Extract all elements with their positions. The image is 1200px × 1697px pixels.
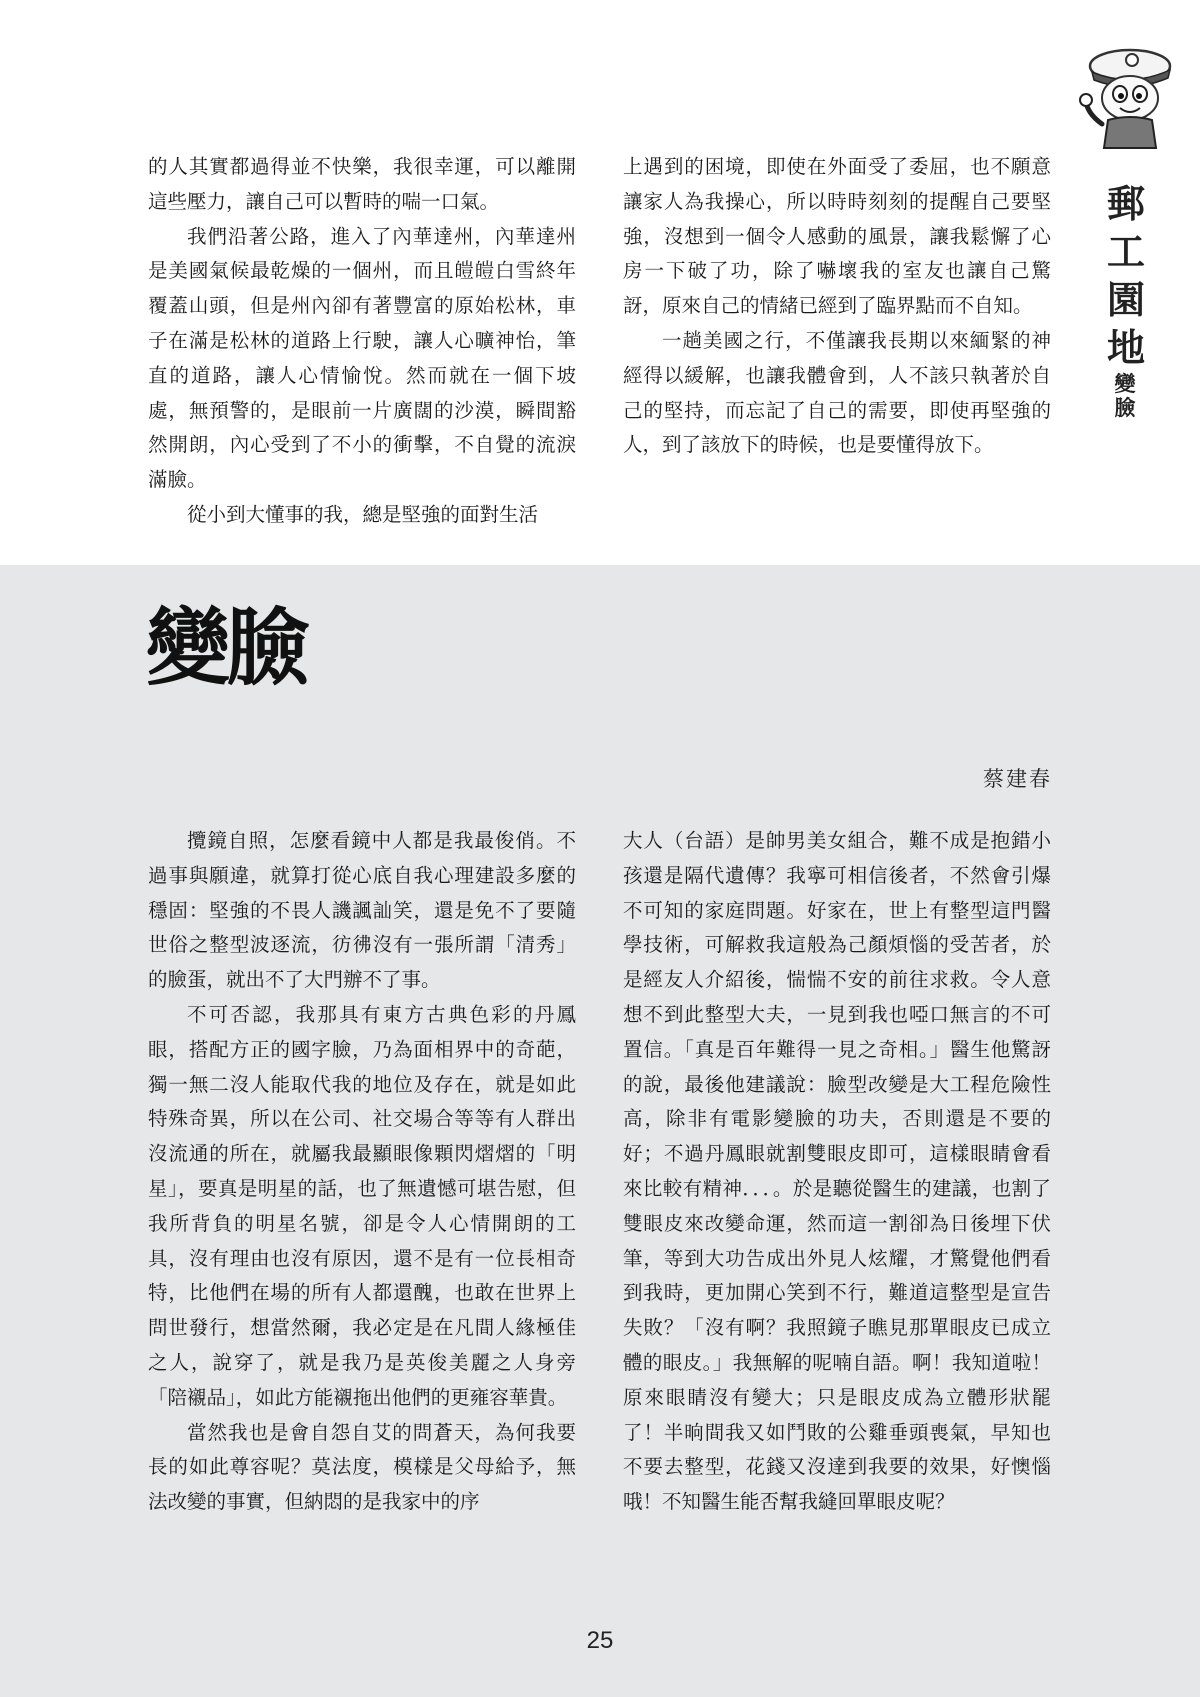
- paragraph: 我們沿著公路，進入了內華達州，內華達州是美國氣候最乾燥的一個州，而且皚皚白雪終年覆蓋山頭，但是州內卻有著豐富的原始松林，車子在滿是松林的道路上行駛，讓人心曠神怡，筆直的道路，讓人心情愉悅。然而就在一個下坡處，無預警的，是眼前一片廣闊的沙漠，瞬間豁然開朗，內心受到了不小的衝擊，不自覺的流淚滿臉。: [148, 224, 576, 492]
- article-author: 蔡建春: [983, 767, 1052, 791]
- paragraph: 從小到大懂事的我，總是堅強的面對生活: [187, 502, 539, 526]
- page-number: 25: [586, 1627, 614, 1654]
- section-subtitle-char: 臉: [1114, 395, 1136, 420]
- section-title-char: 地: [1106, 325, 1145, 370]
- section-title-char: 園: [1106, 277, 1145, 322]
- paragraph: 的人其實都過得並不快樂，我很幸運，可以離開這些壓力，讓自己可以暫時的喘一口氣。: [148, 155, 576, 213]
- section-title-char: 工: [1106, 229, 1145, 274]
- paragraph: 當然我也是會自怨自艾的問蒼天，為何我要長的如此尊容呢？莫法度，模樣是父母給予，無法改變的事實，但納悶的是我家中的序: [148, 1420, 576, 1514]
- article-left-column: [148, 824, 576, 1520]
- paragraph: 大人（台語）是帥男美女組合，難不成是抱錯小孩還是隔代遺傳？我寧可相信後者，不然會引爆不可知的家庭問題。好家在，世上有整型這門醫學技術，可解救我這般為己顏煩惱的受苦者，於是經友人介紹後，惴惴不安的前往求救。令人意想不到此整型大夫，一見到我也啞口無言的不可置信。「真是百年難得一見之奇相。」醫生他驚訝的說，最後他建議說：臉型改變是大工程危險性高，除非有電影變臉的功夫，否則還是不要的好；不過丹鳳眼就割雙眼皮即可，這樣眼睛會看來比較有精神．．．。於是聽從醫生的建議，也割了雙眼皮來改變命運，然而這一割卻為日後埋下伏筆，等到大功告成出外見人炫耀，才驚覺他們看到我時，更加開心笑到不行，難道這整型是宣告失敗？「沒有啊？我照鏡子瞧見那單眼皮已成立體的眼皮。」我無解的呢喃自語。啊！我知道啦！原來眼睛沒有變大；只是眼皮成為立體形狀罷了！半晌間我又如鬥敗的公雞垂頭喪氣，早知也不要去整型，花錢又沒達到我要的效果，好懊惱哦！不知醫生能否幫我縫回單眼皮呢？: [623, 829, 1051, 1514]
- previous-article-left-column: [148, 150, 576, 533]
- section-subtitle-vertical: [1112, 372, 1138, 420]
- paragraph: 攬鏡自照，怎麼看鏡中人都是我最俊俏。不過事與願違，就算打從心底自我心理建設多麼的穩固：堅強的不畏人譏諷訕笑，還是免不了要隨世俗之整型波逐流，彷彿沒有一張所謂「清秀」的臉蛋，就出不了大門辦不了事。: [148, 829, 576, 992]
- paragraph: 上遇到的困境，即使在外面受了委屈，也不願意讓家人為我操心，所以時時刻刻的提醒自己要堅強，沒想到一個令人感動的風景，讓我鬆懈了心房一下破了功，除了嚇壞我的室友也讓自己驚訝，原來自己的情緒已經到了臨界點而不自知。: [623, 155, 1051, 318]
- article-right-column: [623, 824, 1051, 1520]
- paragraph: 不可否認，我那具有東方古典色彩的丹鳳眼，搭配方正的國字臉，乃為面相界中的奇葩，獨一無二沒人能取代我的地位及存在，就是如此特殊奇異，所以在公司、社交場合等等有人群出沒流通的所在，就屬我最顯眼像顆閃熠熠的「明星」，要真是明星的話，也了無遺憾可堪告慰，但我所背負的明星名號，卻是令人心情開朗的工具，沒有理由也沒有原因，還不是有一位長相奇特，比他們在場的所有人都還醜，也敢在世界上問世發行，想當然爾，我必定是在凡間人緣極佳之人，說穿了，就是我乃是英俊美麗之人身旁「陪襯品」，如此方能襯拖出他們的更雍容華貴。: [148, 1002, 576, 1409]
- paragraph: 一趟美國之行，不僅讓我長期以來緬緊的神經得以緩解，也讓我體會到，人不該只執著於自己的堅持，而忘記了自己的需要，即使再堅強的人，到了該放下的時候，也是要懂得放下。: [623, 328, 1051, 457]
- section-subtitle-char: 變: [1114, 371, 1136, 396]
- previous-article-right-column: [623, 150, 1051, 463]
- mailman-mascot-icon: [1078, 44, 1178, 152]
- section-title-char: 郵: [1106, 181, 1145, 226]
- section-title-vertical: [1101, 180, 1151, 372]
- article-title: 變臉: [146, 598, 307, 697]
